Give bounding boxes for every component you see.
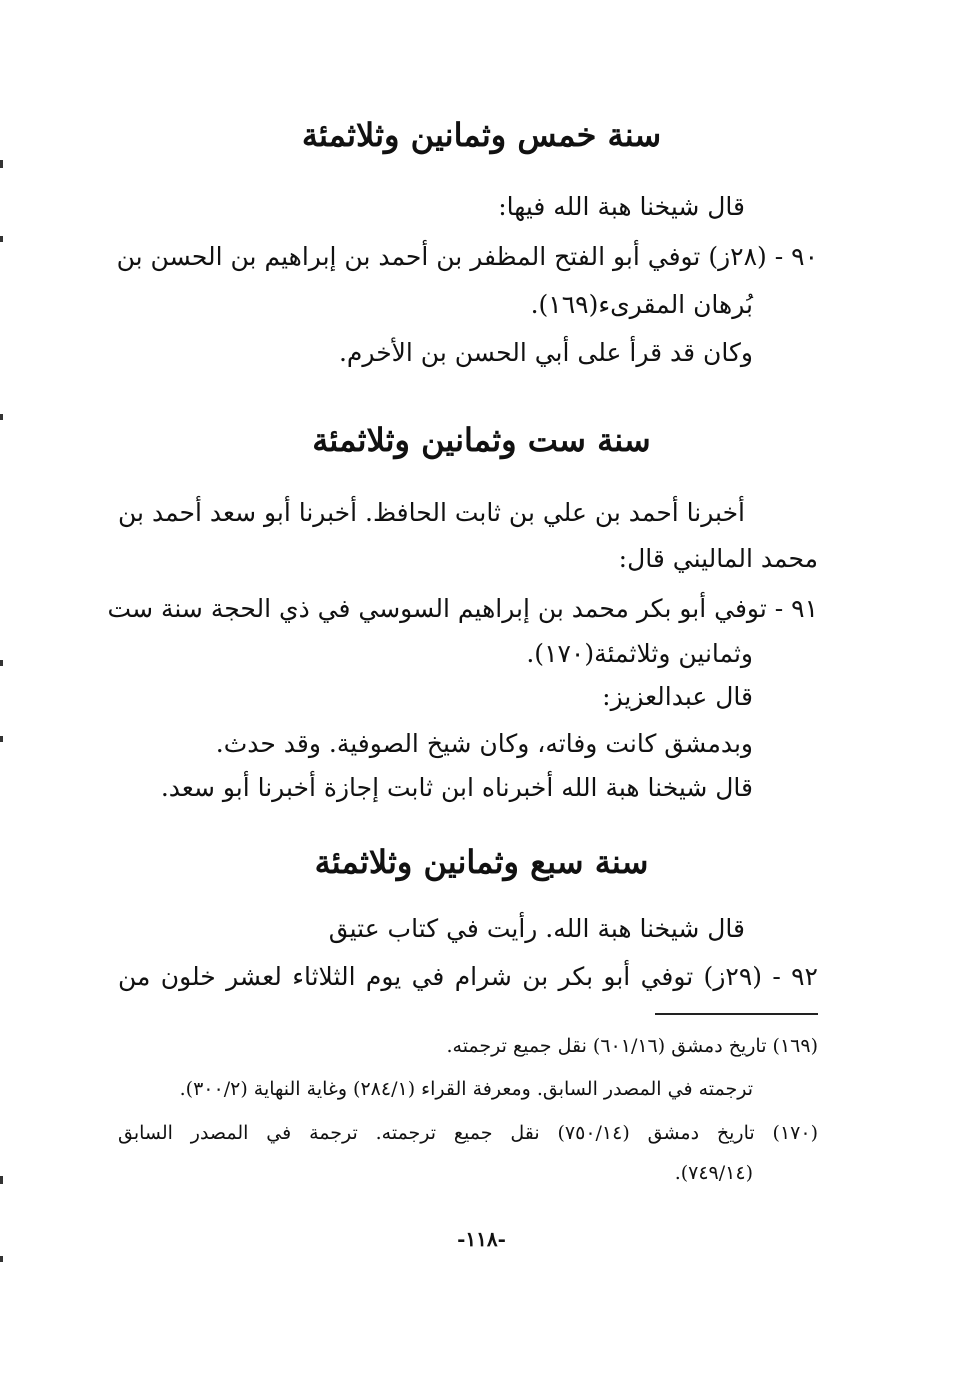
page-number: -١١٨- [457, 1227, 506, 1251]
footnote-170: (١٧٠) تاريخ دمشق (٧٥٠/١٤) نقل جميع ترجمته. ترجمة في المصدر السابق [118, 1122, 818, 1144]
scan-mark [0, 236, 3, 242]
text-line: قال شيخنا هبة الله أخبرناه ابن ثابت إجازة أخبرنا أبو سعد. [160, 773, 753, 802]
scan-mark [0, 736, 3, 742]
footnote-169: (١٦٩) تاريخ دمشق (٦٠١/١٦) نقل جميع ترجمته. [446, 1035, 818, 1057]
entry-92: ٩٢ - (٢٩ز) توفي أبو بكر بن شرام في يوم الثلاثاء لعشر خلون من [118, 962, 818, 991]
footnote-separator [655, 1013, 818, 1015]
text-line: قال عبدالعزيز: [602, 682, 753, 711]
footnote-170-cont: (٧٤٩/١٤). [674, 1162, 753, 1184]
text-line: أخبرنا أحمد بن علي بن ثابت الحافظ. أخبرنا أبو سعد أحمد بن [118, 498, 745, 527]
entry-90: ٩٠ - (٢٨ز) توفي أبو الفتح المظفر بن أحمد بن إبراهيم بن الحسن بن [116, 242, 818, 271]
text-line: بُرهان المقرىء(١٦٩). [530, 290, 753, 319]
text-line: وبدمشق كانت وفاته، وكان شيخ الصوفية. وقد حدث. [215, 729, 753, 758]
scan-mark [0, 1176, 3, 1184]
section-heading-386: سنة ست وثمانين وثلاثمئة [312, 421, 651, 459]
text-line: وثمانين وثلاثمئة(١٧٠). [526, 639, 753, 668]
text-line: قال شيخنا هبة الله. رأيت في كتاب عتيق [328, 914, 745, 943]
scan-mark [0, 414, 3, 420]
text-line: محمد الماليني قال: [618, 544, 818, 573]
entry-91: ٩١ - توفي أبو بكر محمد بن إبراهيم السوسي في ذي الحجة سنة ست [107, 594, 818, 623]
text-line: قال شيخنا هبة الله فيها: [498, 192, 745, 221]
scan-mark [0, 1256, 3, 1262]
scan-mark [0, 660, 3, 666]
footnote-169-cont: ترجمته في المصدر السابق. ومعرفة القراء (٢٨٤/١) وغاية النهاية (٣٠٠/٢). [179, 1078, 753, 1100]
section-heading-385: سنة خمس وثمانين وثلاثمئة [301, 116, 662, 154]
section-heading-387: سنة سبع وثمانين وثلاثمئة [314, 843, 649, 881]
scan-mark [0, 160, 3, 168]
text-line: وكان قد قرأ على أبي الحسن بن الأخرم. [338, 338, 753, 367]
